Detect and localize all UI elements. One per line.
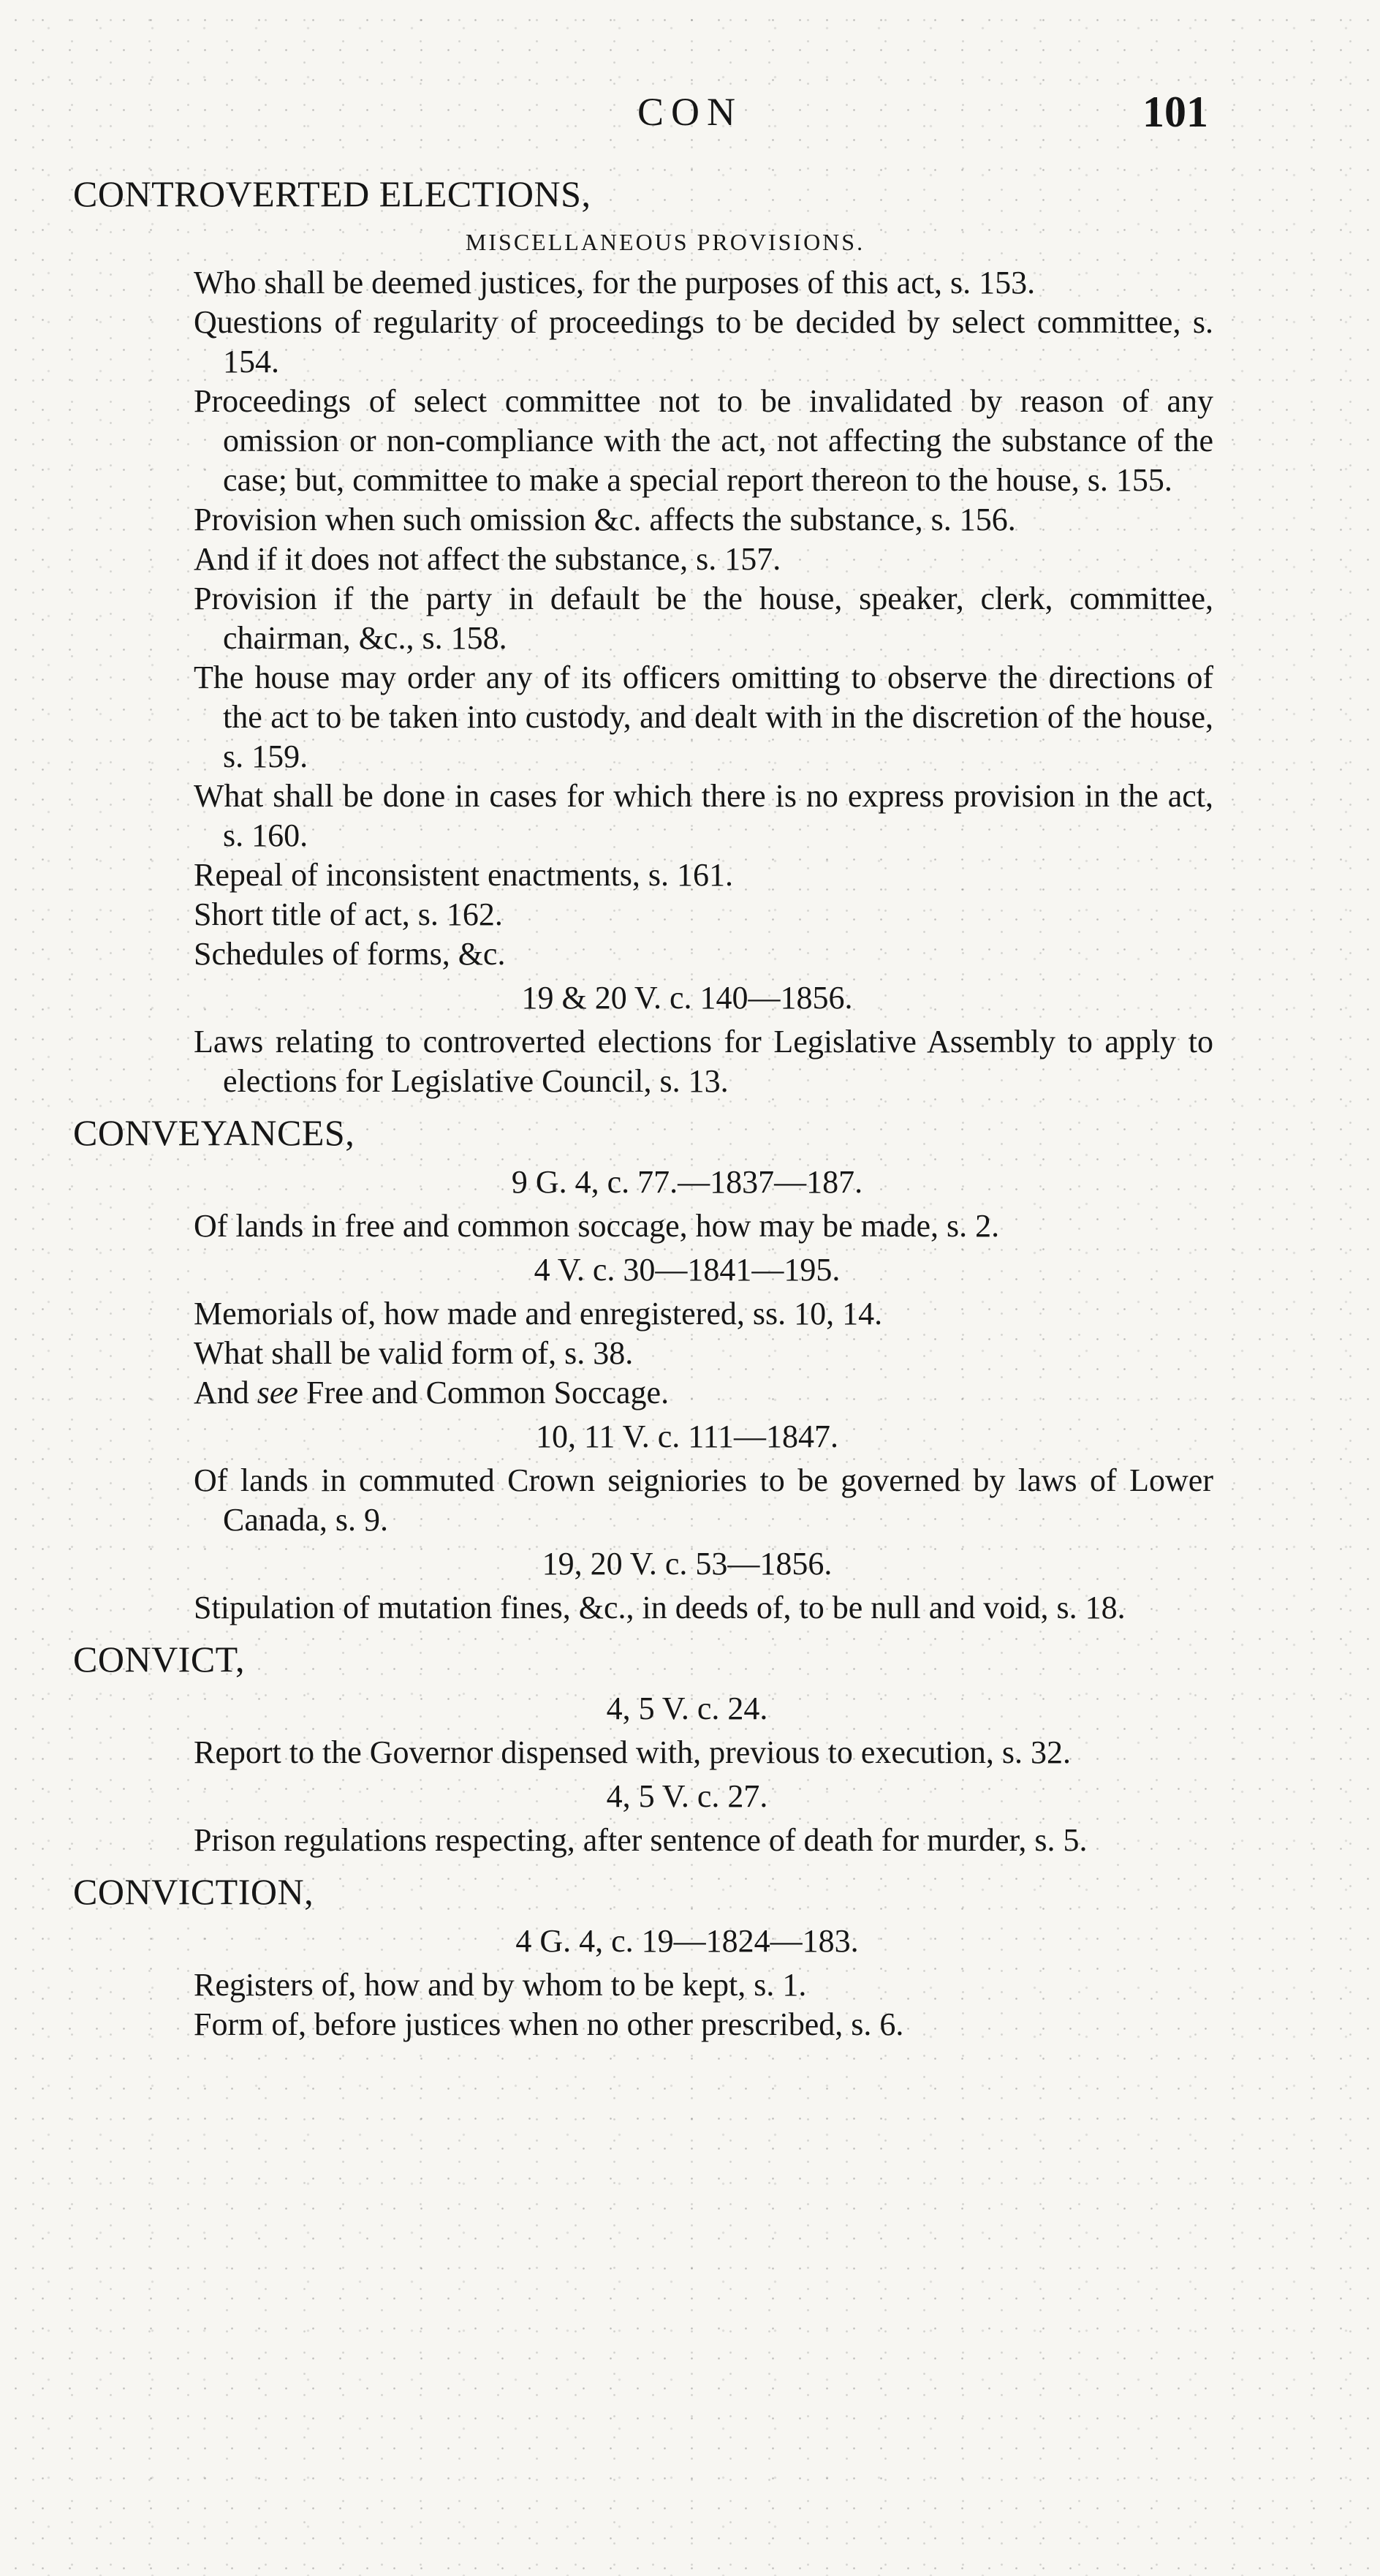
index-entry: Laws relating to controverted elections for Legislative Assembly to apply to elections for Legislative Council, s. 13. [194, 1024, 1213, 1099]
statute-citation: 19, 20 V. c. 53—1856. [542, 1546, 833, 1582]
see-word: see [257, 1375, 298, 1410]
statute-citation: 4 G. 4, c. 19—1824—183. [515, 1923, 859, 1959]
see-target: Free and Common Soccage. [297, 1375, 670, 1410]
index-entry: What shall be done in cases for which there is no express provision in the act, s. 160. [194, 778, 1213, 853]
index-content [73, 162, 1213, 2044]
subheading-miscellaneous-provisions: MISCELLANEOUS PROVISIONS. [465, 229, 865, 255]
index-entry: Questions of regularity of proceedings to be decided by select committee, s. 154. [194, 304, 1213, 379]
index-entry: Registers of, how and by whom to be kept, s. 1. [194, 1967, 807, 2003]
index-entry: Form of, before justices when no other prescribed, s. 6. [194, 2006, 904, 2042]
index-entry: Provision if the party in default be the house, speaker, clerk, committee, chairman, &c., s. 158. [194, 581, 1213, 656]
index-entry: What shall be valid form of, s. 38. [194, 1335, 634, 1371]
section-heading-convict: CONVICT, [73, 1639, 246, 1680]
page-number: 101 [1142, 88, 1208, 136]
statute-citation: 4 V. c. 30—1841—195. [534, 1252, 841, 1288]
statute-citation: 4, 5 V. c. 27. [606, 1778, 768, 1814]
index-entry: Stipulation of mutation fines, &c., in deeds of, to be null and void, s. 18. [194, 1590, 1126, 1625]
index-entry: Who shall be deemed justices, for the purposes of this act, s. 153. [194, 265, 1036, 301]
statute-citation: 19 & 20 V. c. 140—1856. [521, 980, 853, 1016]
section-heading-conviction: CONVICTION, [73, 1871, 314, 1912]
statute-citation: 4, 5 V. c. 24. [606, 1691, 768, 1726]
index-entry: Prison regulations respecting, after sentence of death for murder, s. 5. [194, 1822, 1088, 1858]
index-entry: Memorials of, how made and enregistered, ss. 10, 14. [194, 1296, 883, 1332]
running-head: CON [637, 90, 743, 134]
index-entry: Of lands in commuted Crown seigniories to be governed by laws of Lower Canada, s. 9. [194, 1462, 1213, 1538]
index-entry: Repeal of inconsistent enactments, s. 161. [194, 857, 734, 893]
index-entry: Proceedings of select committee not to be invalidated by reason of any omission or non-compliance with the act, not affecting the substance of the case; but, committee to make a special report thereon to the house, s. 155. [194, 383, 1213, 498]
index-entry: Of lands in free and common soccage, how may be made, s. 2. [194, 1208, 1000, 1244]
see-prefix: And [194, 1375, 257, 1410]
section-heading-controverted-elections: CONTROVERTED ELECTIONS, [73, 173, 591, 214]
section-heading-conveyances: CONVEYANCES, [73, 1112, 355, 1153]
index-entry: And if it does not affect the substance, s. 157. [194, 541, 781, 577]
page-header [0, 86, 1380, 137]
index-entry: The house may order any of its officers omitting to observe the directions of the act to be taken into custody, and dealt with in the discretion of the house, s. 159. [194, 660, 1213, 774]
index-entry: Schedules of forms, &c. [194, 936, 506, 972]
index-entry: Provision when such omission &c. affects the substance, s. 156. [194, 502, 1016, 537]
cross-reference-entry [194, 1373, 1213, 1413]
index-entry: Report to the Governor dispensed with, previous to execution, s. 32. [194, 1734, 1072, 1770]
statute-citation: 9 G. 4, c. 77.—1837—187. [511, 1164, 863, 1200]
index-entry: Short title of act, s. 162. [194, 896, 503, 932]
statute-citation: 10, 11 V. c. 111—1847. [536, 1419, 838, 1454]
